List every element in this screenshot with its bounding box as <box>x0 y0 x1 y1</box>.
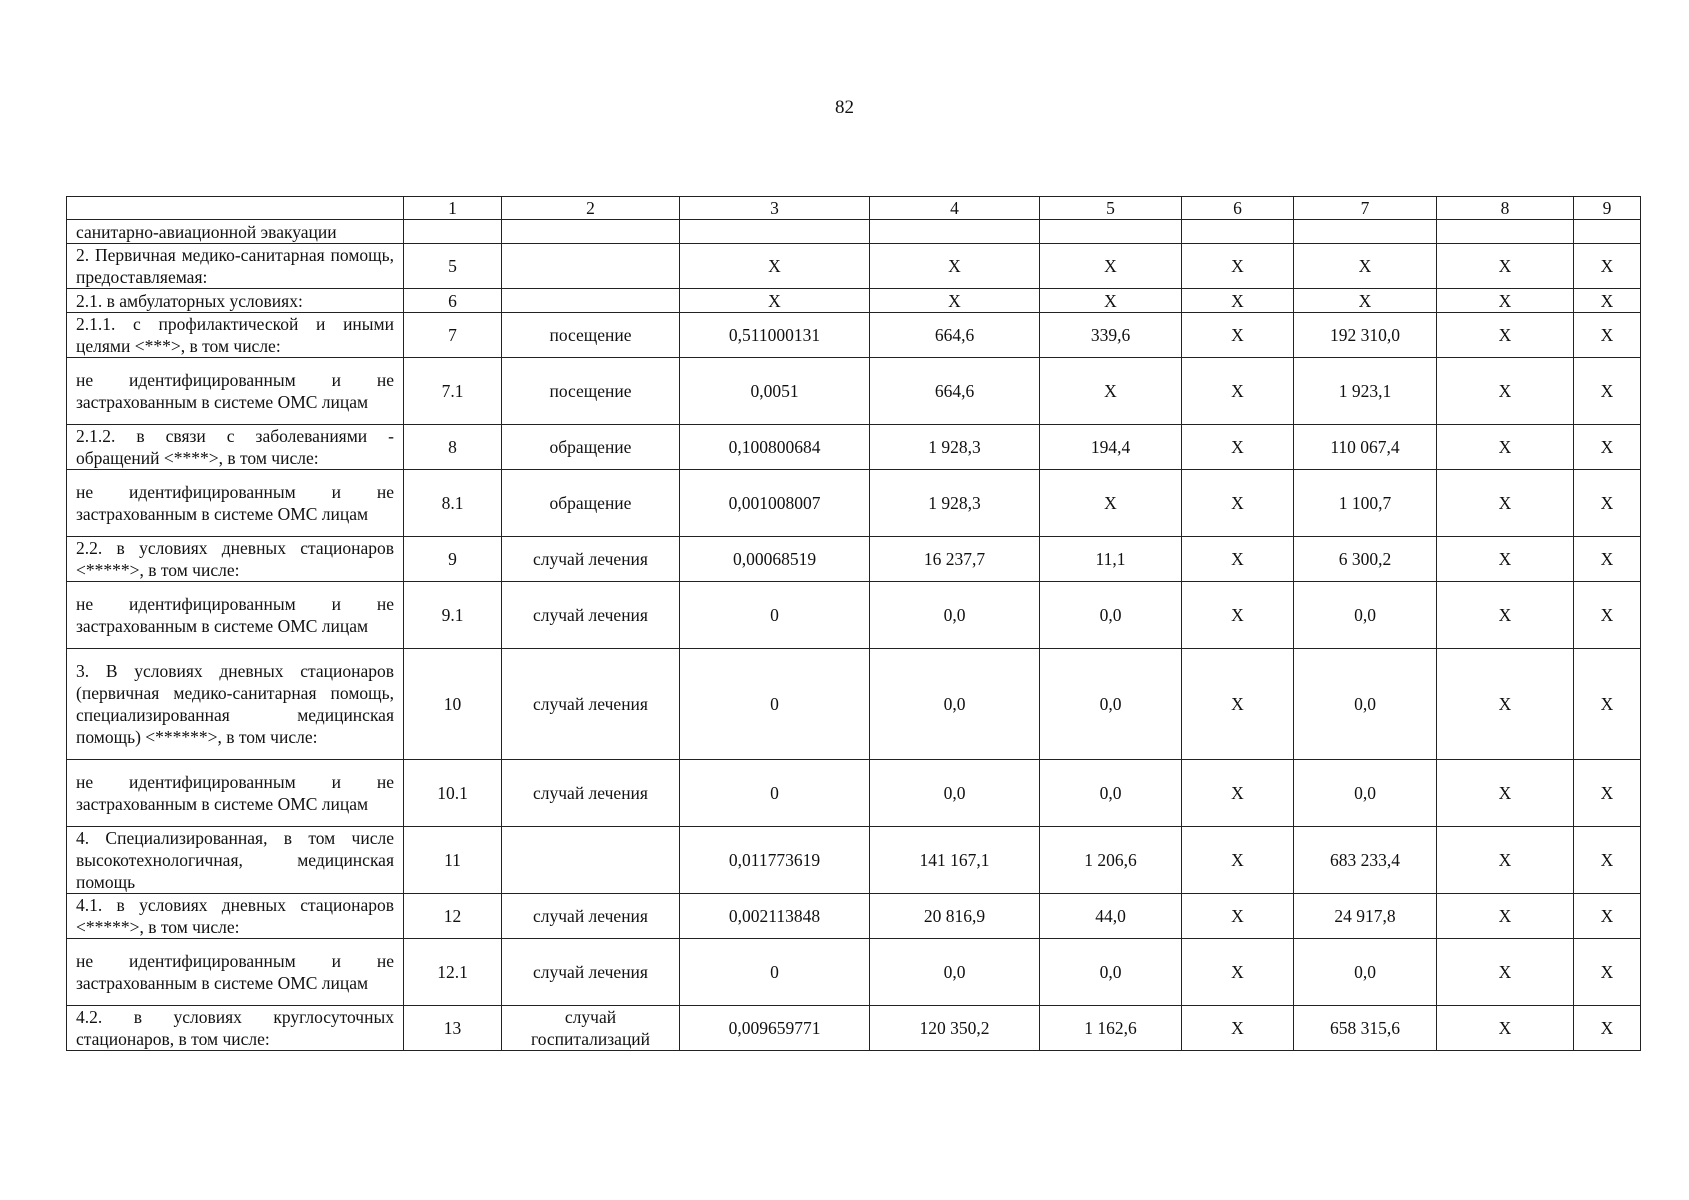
cell-line-number: 12 <box>404 894 502 939</box>
cell-line-number: 8 <box>404 425 502 470</box>
table-row <box>67 220 1641 244</box>
cell-line-number <box>404 220 502 244</box>
header-cell-9: 9 <box>1574 197 1641 220</box>
cell-col-9: X <box>1574 760 1641 827</box>
cell-col-9: X <box>1574 894 1641 939</box>
cell-col-3: 0,0051 <box>680 358 870 425</box>
cell-col-4: 16 237,7 <box>870 537 1040 582</box>
cell-col-8: X <box>1437 939 1574 1006</box>
header-cell-1: 1 <box>404 197 502 220</box>
cell-col-9: X <box>1574 649 1641 760</box>
cell-col-5: 44,0 <box>1040 894 1182 939</box>
cell-col-9 <box>1574 220 1641 244</box>
cell-col-8: X <box>1437 470 1574 537</box>
cell-col-6: X <box>1182 649 1294 760</box>
cell-col-5: X <box>1040 470 1182 537</box>
cell-col-9: X <box>1574 313 1641 358</box>
services-table <box>66 196 1641 1051</box>
cell-col-4: 20 816,9 <box>870 894 1040 939</box>
cell-line-number: 10.1 <box>404 760 502 827</box>
table-row <box>67 649 1641 760</box>
cell-col-6: X <box>1182 425 1294 470</box>
table-row <box>67 425 1641 470</box>
cell-unit: случай лечения <box>502 537 680 582</box>
table-row <box>67 537 1641 582</box>
table-row <box>67 358 1641 425</box>
table-row <box>67 827 1641 894</box>
cell-col-6: X <box>1182 289 1294 313</box>
cell-col-7: 6 300,2 <box>1294 537 1437 582</box>
cell-col-9: X <box>1574 289 1641 313</box>
cell-col-4: 0,0 <box>870 760 1040 827</box>
header-cell-label <box>67 197 404 220</box>
cell-col-4: 1 928,3 <box>870 425 1040 470</box>
cell-line-number: 5 <box>404 244 502 289</box>
cell-line-number: 7 <box>404 313 502 358</box>
header-cell-3: 3 <box>680 197 870 220</box>
cell-label: 2.1.1. с профилактической и иными целями <***>, в том числе: <box>67 313 404 358</box>
cell-col-7: 110 067,4 <box>1294 425 1437 470</box>
cell-col-3: 0,011773619 <box>680 827 870 894</box>
cell-col-6: X <box>1182 537 1294 582</box>
cell-col-5: 1 162,6 <box>1040 1006 1182 1051</box>
cell-col-6: X <box>1182 313 1294 358</box>
cell-col-7: 192 310,0 <box>1294 313 1437 358</box>
cell-col-9: X <box>1574 1006 1641 1051</box>
cell-col-3: 0,100800684 <box>680 425 870 470</box>
cell-unit <box>502 289 680 313</box>
cell-line-number: 10 <box>404 649 502 760</box>
header-cell-7: 7 <box>1294 197 1437 220</box>
table-row <box>67 244 1641 289</box>
table-row <box>67 1006 1641 1051</box>
cell-col-9: X <box>1574 537 1641 582</box>
cell-col-7: 0,0 <box>1294 649 1437 760</box>
cell-col-6: X <box>1182 760 1294 827</box>
header-cell-2: 2 <box>502 197 680 220</box>
cell-col-7: 0,0 <box>1294 939 1437 1006</box>
cell-unit: случай лечения <box>502 894 680 939</box>
cell-col-9: X <box>1574 470 1641 537</box>
cell-unit: случай лечения <box>502 649 680 760</box>
cell-col-5: 194,4 <box>1040 425 1182 470</box>
cell-col-4: 664,6 <box>870 358 1040 425</box>
cell-label: 2.1. в амбулаторных условиях: <box>67 289 404 313</box>
cell-col-9: X <box>1574 425 1641 470</box>
cell-unit: обращение <box>502 425 680 470</box>
cell-line-number: 9 <box>404 537 502 582</box>
cell-col-3: 0,511000131 <box>680 313 870 358</box>
cell-col-4: 1 928,3 <box>870 470 1040 537</box>
cell-col-8: X <box>1437 313 1574 358</box>
cell-label: не идентифицированным и не застрахованным в системе ОМС лицам <box>67 470 404 537</box>
cell-label: не идентифицированным и не застрахованным в системе ОМС лицам <box>67 582 404 649</box>
cell-col-7: X <box>1294 289 1437 313</box>
cell-col-8: X <box>1437 537 1574 582</box>
page-number: 82 <box>835 97 854 118</box>
cell-line-number: 13 <box>404 1006 502 1051</box>
cell-col-5: X <box>1040 358 1182 425</box>
table-row <box>67 582 1641 649</box>
cell-col-6: X <box>1182 827 1294 894</box>
header-cell-8: 8 <box>1437 197 1574 220</box>
cell-col-3: 0,00068519 <box>680 537 870 582</box>
cell-col-7: X <box>1294 244 1437 289</box>
cell-col-9: X <box>1574 939 1641 1006</box>
cell-col-7 <box>1294 220 1437 244</box>
cell-col-7: 1 923,1 <box>1294 358 1437 425</box>
cell-col-8: X <box>1437 649 1574 760</box>
cell-col-5: 0,0 <box>1040 582 1182 649</box>
cell-col-3: 0,001008007 <box>680 470 870 537</box>
cell-line-number: 9.1 <box>404 582 502 649</box>
cell-line-number: 11 <box>404 827 502 894</box>
cell-col-5 <box>1040 220 1182 244</box>
cell-label: не идентифицированным и не застрахованным в системе ОМС лицам <box>67 358 404 425</box>
cell-col-6: X <box>1182 1006 1294 1051</box>
cell-label: 4.2. в условиях круглосуточных стационаров, в том числе: <box>67 1006 404 1051</box>
cell-col-4: 0,0 <box>870 939 1040 1006</box>
cell-col-4: 0,0 <box>870 649 1040 760</box>
cell-col-8: X <box>1437 289 1574 313</box>
cell-col-3: 0 <box>680 582 870 649</box>
cell-col-9: X <box>1574 358 1641 425</box>
table-row <box>67 470 1641 537</box>
cell-col-8: X <box>1437 358 1574 425</box>
cell-col-9: X <box>1574 244 1641 289</box>
cell-col-6: X <box>1182 470 1294 537</box>
cell-col-5: 0,0 <box>1040 649 1182 760</box>
cell-col-7: 658 315,6 <box>1294 1006 1437 1051</box>
cell-col-6: X <box>1182 582 1294 649</box>
table-row <box>67 760 1641 827</box>
cell-col-8: X <box>1437 244 1574 289</box>
cell-col-8: X <box>1437 894 1574 939</box>
cell-unit <box>502 244 680 289</box>
cell-col-9: X <box>1574 827 1641 894</box>
cell-col-6: X <box>1182 358 1294 425</box>
cell-col-6: X <box>1182 244 1294 289</box>
cell-unit: посещение <box>502 358 680 425</box>
cell-col-5: 0,0 <box>1040 760 1182 827</box>
cell-col-5: 11,1 <box>1040 537 1182 582</box>
cell-col-7: 683 233,4 <box>1294 827 1437 894</box>
cell-label: 2.2. в условиях дневных стационаров <*****>, в том числе: <box>67 537 404 582</box>
table-row <box>67 313 1641 358</box>
cell-col-8: X <box>1437 425 1574 470</box>
header-row <box>67 197 1641 220</box>
cell-col-4: 141 167,1 <box>870 827 1040 894</box>
cell-col-6 <box>1182 220 1294 244</box>
cell-col-6: X <box>1182 939 1294 1006</box>
cell-col-4: 0,0 <box>870 582 1040 649</box>
cell-col-5: X <box>1040 244 1182 289</box>
cell-col-3: 0,009659771 <box>680 1006 870 1051</box>
cell-col-8: X <box>1437 760 1574 827</box>
cell-col-9: X <box>1574 582 1641 649</box>
cell-col-7: 0,0 <box>1294 760 1437 827</box>
cell-col-5: 0,0 <box>1040 939 1182 1006</box>
cell-col-5: X <box>1040 289 1182 313</box>
cell-unit: случай лечения <box>502 760 680 827</box>
cell-col-5: 339,6 <box>1040 313 1182 358</box>
cell-col-3: X <box>680 289 870 313</box>
cell-col-8 <box>1437 220 1574 244</box>
cell-line-number: 7.1 <box>404 358 502 425</box>
cell-col-7: 0,0 <box>1294 582 1437 649</box>
cell-col-8: X <box>1437 1006 1574 1051</box>
cell-col-4: X <box>870 244 1040 289</box>
cell-col-3: 0 <box>680 939 870 1006</box>
cell-label: 2.1.2. в связи с заболеваниями - обращений <****>, в том числе: <box>67 425 404 470</box>
cell-label: не идентифицированным и не застрахованным в системе ОМС лицам <box>67 939 404 1006</box>
header-cell-6: 6 <box>1182 197 1294 220</box>
cell-line-number: 12.1 <box>404 939 502 1006</box>
cell-label: 4.1. в условиях дневных стационаров <*****>, в том числе: <box>67 894 404 939</box>
cell-col-4 <box>870 220 1040 244</box>
cell-unit: обращение <box>502 470 680 537</box>
cell-col-3: 0 <box>680 760 870 827</box>
cell-unit: случай госпитализаций <box>502 1006 680 1051</box>
cell-line-number: 6 <box>404 289 502 313</box>
cell-col-5: 1 206,6 <box>1040 827 1182 894</box>
cell-col-7: 24 917,8 <box>1294 894 1437 939</box>
cell-label: не идентифицированным и не застрахованным в системе ОМС лицам <box>67 760 404 827</box>
cell-label: 2. Первичная медико-санитарная помощь, предоставляемая: <box>67 244 404 289</box>
cell-unit: случай лечения <box>502 582 680 649</box>
cell-col-8: X <box>1437 827 1574 894</box>
cell-label: санитарно-авиационной эвакуации <box>67 220 404 244</box>
table-row <box>67 289 1641 313</box>
cell-col-3: 0,002113848 <box>680 894 870 939</box>
cell-unit: посещение <box>502 313 680 358</box>
cell-label: 3. В условиях дневных стационаров (первичная медико-санитарная помощь, специализированная медицинская помощь) <******>, в том числе: <box>67 649 404 760</box>
cell-unit <box>502 827 680 894</box>
cell-col-7: 1 100,7 <box>1294 470 1437 537</box>
table-row <box>67 894 1641 939</box>
cell-col-4: 664,6 <box>870 313 1040 358</box>
cell-col-6: X <box>1182 894 1294 939</box>
cell-col-8: X <box>1437 582 1574 649</box>
cell-col-3: X <box>680 244 870 289</box>
table-row <box>67 939 1641 1006</box>
header-cell-5: 5 <box>1040 197 1182 220</box>
cell-line-number: 8.1 <box>404 470 502 537</box>
cell-label: 4. Специализированная, в том числе высокотехнологичная, медицинская помощь <box>67 827 404 894</box>
cell-unit <box>502 220 680 244</box>
header-cell-4: 4 <box>870 197 1040 220</box>
cell-unit: случай лечения <box>502 939 680 1006</box>
cell-col-3 <box>680 220 870 244</box>
cell-col-3: 0 <box>680 649 870 760</box>
cell-col-4: 120 350,2 <box>870 1006 1040 1051</box>
cell-col-4: X <box>870 289 1040 313</box>
